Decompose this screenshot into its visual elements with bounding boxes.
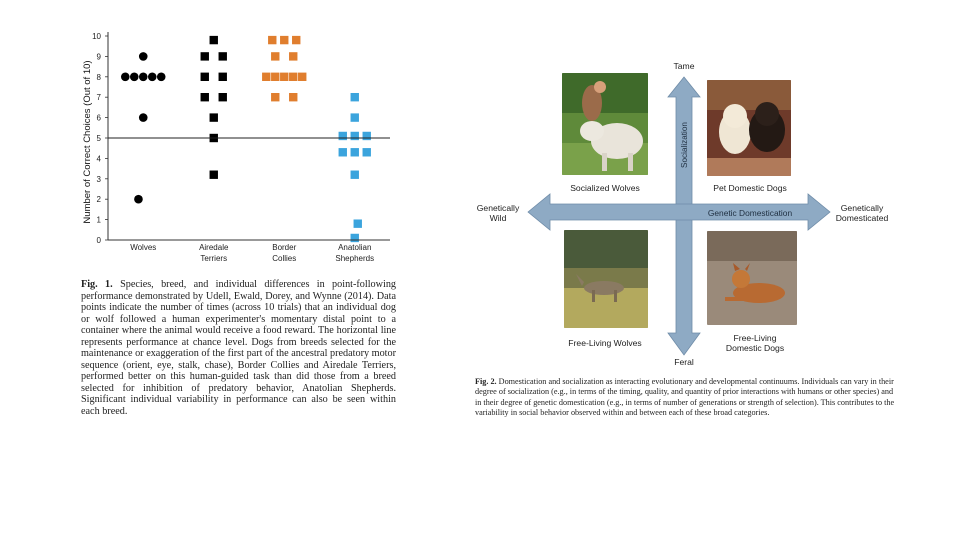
data-point xyxy=(351,93,359,101)
genetic-domestication-label: Genetic Domestication xyxy=(707,208,793,218)
data-point xyxy=(280,73,288,81)
data-point xyxy=(271,93,279,101)
y-tick-label: 7 xyxy=(96,93,101,103)
data-point xyxy=(339,132,347,140)
figure2-caption-text: Domestication and socialization as interacting evolutionary and developmental continuums. Individuals can vary in their degree of socialization (e.g., in terms of the timing, quality, and quantity of prior interactions with humans or other species) and in their degree of genetic domestication (e.g., in terms of number of generations or strength of selection). This contributes to the variability in social behavior observed within and between each of these broad categories. xyxy=(475,377,895,418)
y-tick-label: 4 xyxy=(96,154,101,164)
figure1-caption-text: Species, breed, and individual differences in point-following performance demonstrated by Udell, Ewald, Dorey, and Wynne (2014). Data points indicate the number of times (across 10 trials) that an individual dog or wolf followed a human experimenter's momentary distal point to a container where the animal would receive a food reward. The horizontal line represents performance at chance level. Dogs from breeds selected for the maintenance or exaggeration of the first part of the ancestral predatory motor sequence (orient, eye, stalk, chase), Border Collies and Airedale Terriers, performed better on this human-guided task than did those from a breed selected for inhibition of predatory behavior, Anatolian Shepherds. Significant individual variability in performance can also be seen within each breed. xyxy=(81,279,397,418)
label-genetically-wild: Genetically Wild xyxy=(476,203,520,223)
data-point xyxy=(363,148,371,156)
y-tick-label: 2 xyxy=(96,195,101,205)
label-feral: Feral xyxy=(674,357,694,367)
data-point xyxy=(292,36,300,44)
data-point xyxy=(201,73,209,81)
data-point xyxy=(139,73,148,82)
y-tick-label: 1 xyxy=(96,215,101,225)
label-tame: Tame xyxy=(673,61,695,71)
axes-arrows xyxy=(470,55,890,375)
data-point xyxy=(289,73,297,81)
label-genetically-domesticated: Genetically Domesticated xyxy=(835,203,889,223)
y-tick-label: 5 xyxy=(96,134,101,143)
data-point xyxy=(268,36,276,44)
data-point xyxy=(210,36,218,44)
y-tick-labels xyxy=(92,32,108,245)
y-tick-label: 3 xyxy=(96,174,101,184)
data-point xyxy=(339,148,347,156)
figure1-caption-label: Fig. 1. xyxy=(81,279,113,290)
data-point xyxy=(363,132,371,140)
data-point xyxy=(134,195,143,204)
figure1-caption xyxy=(81,279,396,418)
data-point xyxy=(351,132,359,140)
data-point xyxy=(219,93,227,101)
data-point xyxy=(351,148,359,156)
data-point xyxy=(219,73,227,81)
figure2-diagram xyxy=(470,55,890,375)
data-point xyxy=(271,52,279,60)
data-point xyxy=(148,73,157,82)
data-point xyxy=(298,73,306,81)
figure2-caption xyxy=(475,377,895,419)
figure2-caption-label: Fig. 2. xyxy=(475,377,497,386)
data-point xyxy=(210,113,218,121)
data-point xyxy=(271,73,279,81)
data-point xyxy=(262,73,270,81)
data-point xyxy=(139,52,148,61)
y-tick-label: 10 xyxy=(92,32,101,41)
data-point xyxy=(139,113,148,122)
data-point xyxy=(351,113,359,121)
data-points xyxy=(121,36,371,242)
x-category-label: Anatolian xyxy=(338,243,372,252)
data-point xyxy=(354,219,362,227)
y-tick-label: 6 xyxy=(96,113,101,123)
data-point xyxy=(121,73,130,82)
label-socialized-wolves: Socialized Wolves xyxy=(570,183,640,193)
socialization-label: Socialization xyxy=(680,122,689,168)
data-point xyxy=(351,171,359,179)
data-point xyxy=(210,171,218,179)
x-category-label: Shepherds xyxy=(335,254,375,263)
x-category-label: Border xyxy=(272,243,297,252)
x-category-label: Terriers xyxy=(200,254,228,263)
label-pet-domestic-dogs: Pet Domestic Dogs xyxy=(713,183,787,193)
label-free-living-domestic-dogs: Free-Living Domestic Dogs xyxy=(725,333,785,353)
y-tick-label: 9 xyxy=(96,52,101,62)
data-point xyxy=(289,52,297,60)
x-category-label: Collies xyxy=(272,254,297,263)
data-point xyxy=(201,93,209,101)
data-point xyxy=(351,234,359,242)
y-tick-label: 8 xyxy=(96,72,101,82)
data-point xyxy=(219,52,227,60)
data-point xyxy=(280,36,288,44)
data-point xyxy=(201,52,209,60)
figure1-chart xyxy=(78,22,400,272)
data-point xyxy=(130,73,139,82)
x-category-labels xyxy=(130,243,374,263)
label-free-living-wolves: Free-Living Wolves xyxy=(568,338,642,348)
data-point xyxy=(289,93,297,101)
x-category-label: Wolves xyxy=(130,243,157,252)
y-axis-label: Number of Correct Choices (Out of 10) xyxy=(82,60,93,224)
y-tick-label: 0 xyxy=(96,236,101,245)
data-point xyxy=(157,73,166,82)
x-category-label: Airedale xyxy=(199,243,229,252)
